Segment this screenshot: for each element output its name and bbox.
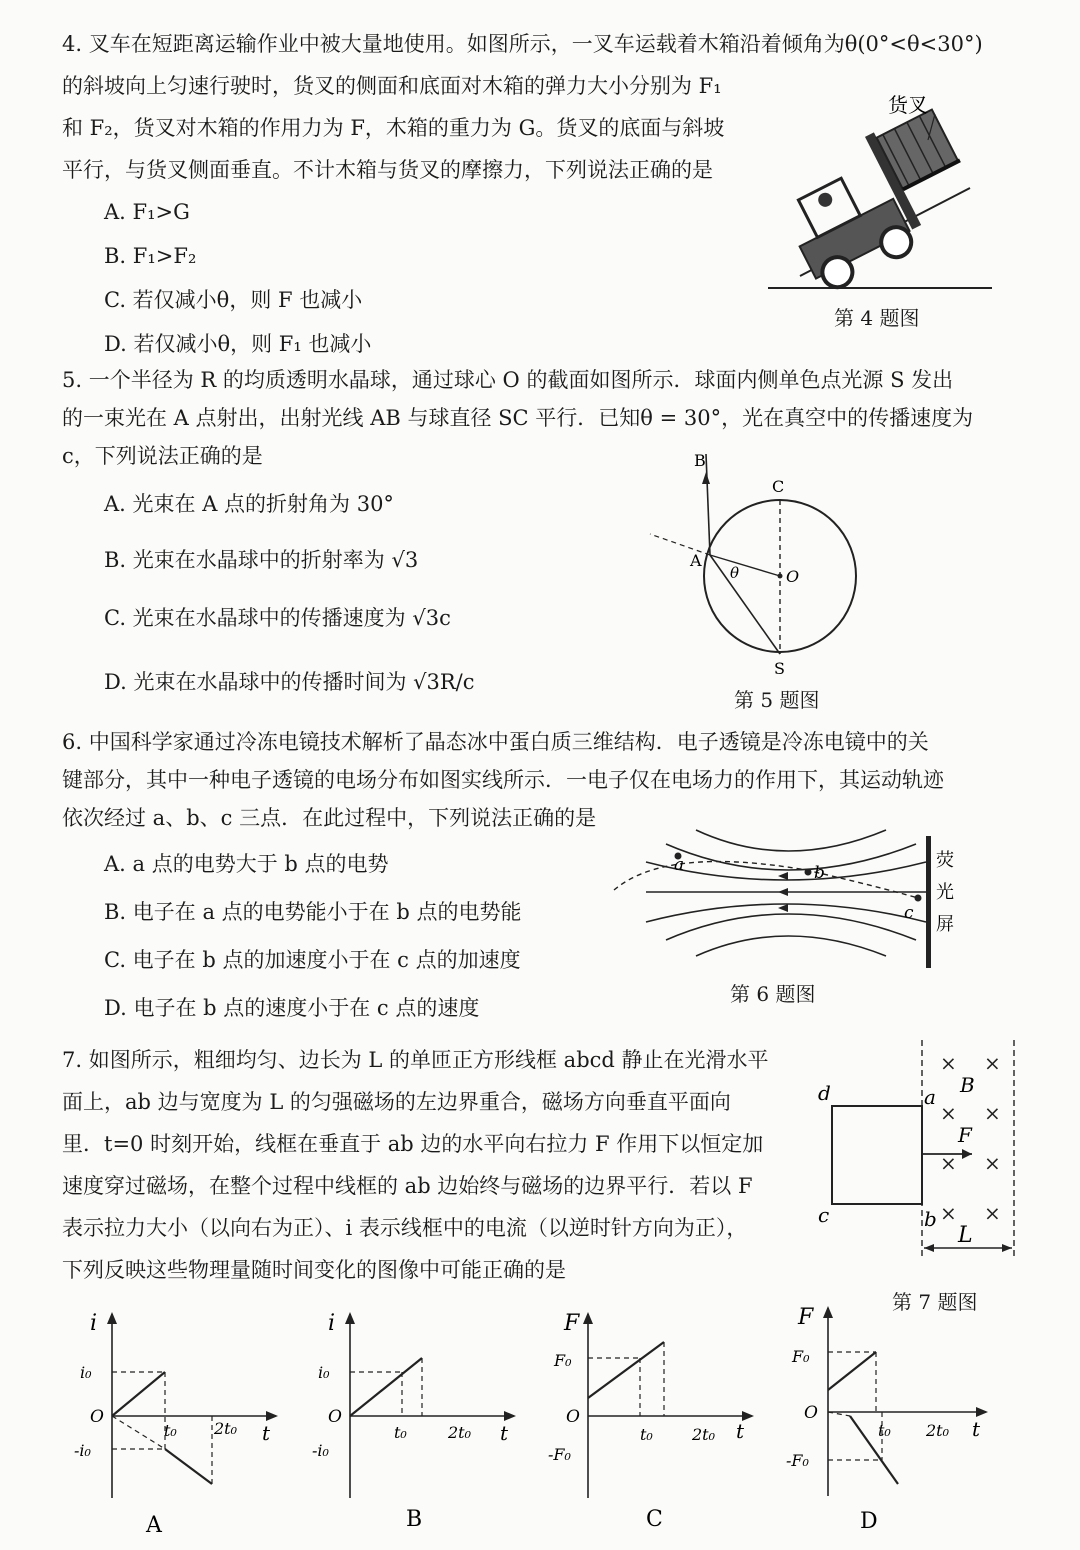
q5-label-c: C xyxy=(772,477,785,496)
q4-option-a: A. F₁>G xyxy=(104,200,190,224)
q6-line-2: 键部分，其中一种电子透镜的电场分布如图实线所示．一电子仅在电场力的作用下，其运动轨迹 xyxy=(62,768,944,792)
q7-line-1: 7. 如图所示，粗细均匀、边长为 L 的单匝正方形线框 abcd 静止在光滑水平 xyxy=(62,1048,769,1072)
q6-option-c: C. 电子在 b 点的加速度小于在 c 点的加速度 xyxy=(104,948,521,972)
q6-label-a: a xyxy=(674,855,685,875)
q5-option-d: D. 光束在水晶球中的传播时间为 √3R/c xyxy=(104,670,475,694)
q5-label-b: B xyxy=(694,451,706,470)
q5-caption: 第 5 题图 xyxy=(734,688,820,712)
q6-screen-label: 荧 光 屏 xyxy=(936,850,954,935)
svg-text:×: × xyxy=(940,1101,957,1125)
q4-line-2: 的斜坡向上匀速行驶时，货叉的侧面和底面对木箱的弹力大小分别为 F₁ xyxy=(62,74,722,98)
graph-d-origin: O xyxy=(804,1403,818,1423)
graph-b-ypos: i₀ xyxy=(318,1363,330,1382)
q5-line-1: 5. 一个半径为 R 的均质透明水晶球，通过球心 O 的截面如图所示．球面内侧单色点光源 S 发出 xyxy=(62,368,954,392)
graph-b-t2: 2t₀ xyxy=(448,1423,472,1442)
q7-line-6: 下列反映这些物理量随时间变化的图像中可能正确的是 xyxy=(62,1258,566,1282)
graph-d-taxis: t xyxy=(972,1417,981,1441)
q7-caption: 第 7 题图 xyxy=(892,1290,978,1314)
svg-text:×: × xyxy=(940,1201,957,1225)
svg-text:×: × xyxy=(984,1201,1001,1225)
q6-line-3: 依次经过 a、b、c 三点．在此过程中，下列说法正确的是 xyxy=(62,806,597,830)
svg-text:×: × xyxy=(940,1151,957,1175)
q5-option-a: A. 光束在 A 点的折射角为 30° xyxy=(104,492,394,516)
graph-c-t1: t₀ xyxy=(640,1425,653,1444)
q7-label-a: a xyxy=(924,1085,936,1109)
graph-b-yneg: -i₀ xyxy=(312,1441,329,1460)
q7-graph-b xyxy=(308,1306,538,1536)
q5-line-2: 的一束光在 A 点射出，出射光线 AB 与球直径 SC 平行．已知θ = 30°，光在真空中的传播速度为 xyxy=(62,406,974,430)
q5-sphere-figure xyxy=(640,442,880,682)
q7-label-b-field: B xyxy=(960,1073,975,1097)
q5-label-o: O xyxy=(786,567,800,586)
q7-graph-a xyxy=(70,1306,300,1536)
graph-b-t1: t₀ xyxy=(394,1423,407,1442)
graph-a-t1: t₀ xyxy=(164,1421,177,1440)
graph-c-label: C xyxy=(646,1507,663,1532)
q4-line-3: 和 F₂，货叉对木箱的作用力为 F，木箱的重力为 G。货叉的底面与斜坡 xyxy=(62,116,725,140)
q6-option-a: A. a 点的电势大于 b 点的电势 xyxy=(104,852,389,876)
graph-d-yaxis: F xyxy=(798,1305,814,1330)
q7-graph-d xyxy=(786,1300,1016,1536)
q6-caption: 第 6 题图 xyxy=(730,982,816,1006)
svg-text:×: × xyxy=(984,1151,1001,1175)
q7-coil-figure xyxy=(808,1036,1028,1266)
q6-option-b: B. 电子在 a 点的电势能小于在 b 点的电势能 xyxy=(104,900,522,924)
graph-d-t2: 2t₀ xyxy=(926,1421,950,1440)
graph-c-t2: 2t₀ xyxy=(692,1425,716,1444)
graph-a-origin: O xyxy=(90,1407,104,1427)
graph-d-t1: t₀ xyxy=(878,1421,891,1440)
graph-b-yaxis: i xyxy=(328,1311,336,1336)
q7-line-5: 表示拉力大小（以向右为正）、i 表示线框中的电流（以逆时针方向为正）， xyxy=(62,1216,748,1240)
graph-c-origin: O xyxy=(566,1407,580,1427)
q6-field-figure xyxy=(606,826,976,976)
q7-graph-c xyxy=(546,1306,776,1536)
q6-line-1: 6. 中国科学家通过冷冻电镜技术解析了晶态冰中蛋白质三维结构．电子透镜是冷冻电镜中的关 xyxy=(62,730,929,754)
q7-line-3: 里．t=0 时刻开始，线框在垂直于 ab 边的水平向右拉力 F 作用下以恒定加 xyxy=(62,1132,764,1156)
q6-option-d: D. 电子在 b 点的速度小于在 c 点的速度 xyxy=(104,996,480,1020)
q7-label-c: c xyxy=(818,1203,830,1227)
q4-option-b: B. F₁>F₂ xyxy=(104,244,197,268)
q7-label-f: F xyxy=(958,1123,972,1147)
svg-text:×: × xyxy=(984,1051,1001,1075)
q4-line-4: 平行，与货叉侧面垂直。不计木箱与货叉的摩擦力，下列说法正确的是 xyxy=(62,158,713,182)
q4-line-1: 4. 叉车在短距离运输作业中被大量地使用。如图所示，一叉车运载着木箱沿着倾角为θ(0°<θ<30°) xyxy=(62,32,983,56)
graph-c-yaxis: F xyxy=(564,1311,580,1336)
q5-option-c: C. 光束在水晶球中的传播速度为 √3c xyxy=(104,606,451,630)
svg-text:×: × xyxy=(940,1051,957,1075)
graph-c-yneg: -F₀ xyxy=(548,1445,571,1464)
q6-label-c: c xyxy=(904,903,914,923)
graph-c-ypos: F₀ xyxy=(554,1351,572,1370)
graph-a-ypos: i₀ xyxy=(80,1363,92,1382)
graph-a-label: A xyxy=(146,1513,162,1536)
q4-forklift-figure xyxy=(760,88,1000,298)
q5-option-b: B. 光束在水晶球中的折射率为 √3 xyxy=(104,548,419,572)
q4-caption: 第 4 题图 xyxy=(834,306,920,330)
graph-d-label: D xyxy=(860,1509,878,1534)
q4-fork-label: 货叉 xyxy=(888,93,928,117)
q6-label-b: b xyxy=(814,863,825,883)
graph-a-t2: 2t₀ xyxy=(214,1419,238,1438)
q7-label-d: d xyxy=(818,1081,831,1105)
q5-line-3: c，下列说法正确的是 xyxy=(62,444,263,468)
graph-a-yaxis: i xyxy=(90,1311,98,1336)
q7-label-l: L xyxy=(958,1223,973,1248)
graph-a-taxis: t xyxy=(262,1421,271,1445)
q5-label-s: S xyxy=(774,659,785,678)
q5-label-a: A xyxy=(690,551,702,570)
graph-d-ypos: F₀ xyxy=(792,1347,810,1366)
q4-option-c: C. 若仅减小θ，则 F 也减小 xyxy=(104,288,363,312)
graph-a-yneg: -i₀ xyxy=(74,1441,91,1460)
graph-c-taxis: t xyxy=(736,1419,745,1443)
graph-b-taxis: t xyxy=(500,1421,509,1445)
q7-line-2: 面上，ab 边与宽度为 L 的匀强磁场的左边界重合，磁场方向垂直平面向 xyxy=(62,1090,731,1114)
graph-b-origin: O xyxy=(328,1407,342,1427)
graph-d-yneg: -F₀ xyxy=(786,1451,809,1470)
q4-option-d: D. 若仅减小θ，则 F₁ 也减小 xyxy=(104,332,372,356)
graph-b-label: B xyxy=(406,1507,423,1532)
svg-text:×: × xyxy=(984,1101,1001,1125)
q7-label-b: b xyxy=(924,1207,937,1231)
q7-line-4: 速度穿过磁场，在整个过程中线框的 ab 边始终与磁场的边界平行．若以 F xyxy=(62,1174,753,1198)
q5-label-theta: θ xyxy=(730,564,740,582)
